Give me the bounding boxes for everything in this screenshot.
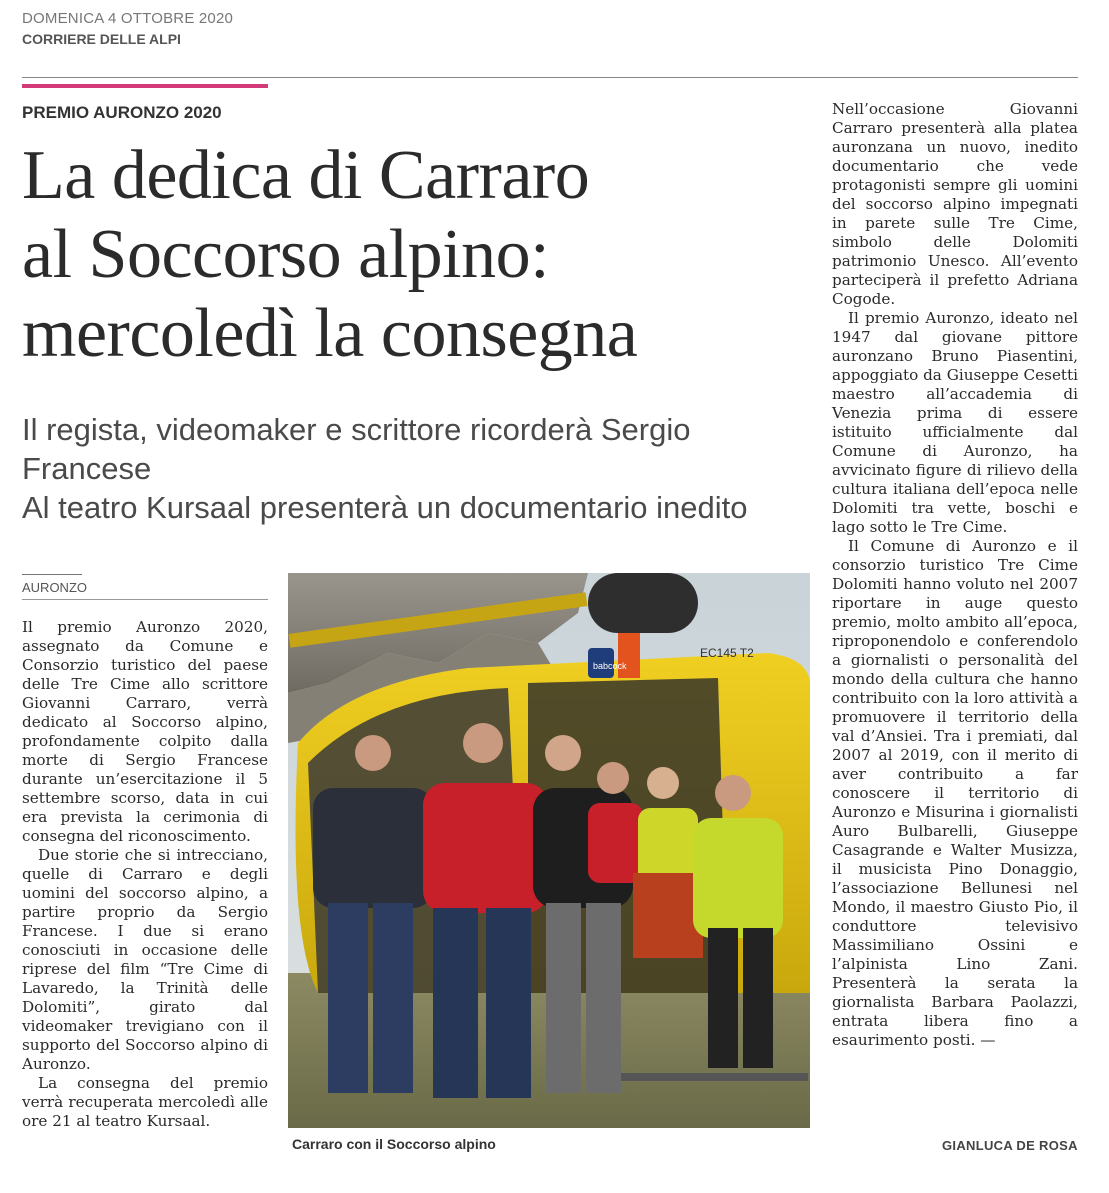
location-rule-top [22, 574, 82, 575]
kicker: PREMIO AURONZO 2020 [22, 103, 222, 122]
paragraph: Il Comune di Auronzo e il consorzio turistico Tre Cime Dolomiti hanno voluto nel 2007 riportare in auge questo premio, molto ambito all’epoca, riproponendolo e conferendolo a giornalisti o personalità del mondo della cultura che hanno contribuito con la loro attività a promuovere il territorio della val d’Ansiei. Tra i premiati, dal 2007 al 2019, con il merito di aver contribuito a far conoscere il territorio di Auronzo e Misurina i giornalisti Auro Bulbarelli, Giuseppe Casagrande e Walter Musizza, il musicista Pino Donaggio, l’associazione Bellunesi nel Mondo, il maestro Giusto Pio, il conduttore televisivo Massimiliano Ossini e l’alpinista Lino Zani. Presenterà la serata la giornalista Barbara Paolazzi, entrata libera fino a esaurimento posti. — [832, 537, 1078, 1049]
heli-brand: babcock [593, 661, 627, 671]
headline-line: La dedica di Carraro [22, 137, 590, 214]
paragraph: Il premio Auronzo 2020, assegnato da Comune e Consorzio turistico del paese delle Tre Cime allo scrittore Giovanni Carraro, verrà dedicato al Soccorso alpino, profondamente colpito dalla morte di Sergio Francese durante un’esercitazione il 5 settembre scorso, data in cui era prevista la cerimonia di consegna del riconoscimento. [22, 618, 268, 845]
heli-model: EC145 T2 [700, 646, 754, 660]
subhead-line: Al teatro Kursaal presenterà un documentario inedito [22, 490, 748, 525]
photo-helicopter-rescue-team [288, 573, 810, 1128]
right-column [832, 100, 1078, 1050]
photo-caption: Carraro con il Soccorso alpino [292, 1136, 496, 1152]
paragraph: Il premio Auronzo, ideato nel 1947 dal giovane pittore auronzano Bruno Piasentini, appoggiato da Giuseppe Cesetti maestro all’accademia di Venezia prima di essere istituito ufficialmente dal Comune di Auronzo, ha avvicinato figure di rilievo della cultura italiana dell’epoca nelle Dolomiti tra vette, boschi e lago sotto le Tre Cime. [832, 309, 1078, 536]
top-rule [22, 77, 1078, 78]
article-photo [288, 573, 810, 1128]
left-column [22, 618, 268, 1131]
headline-line: mercoledì la consegna [22, 295, 638, 372]
byline: GIANLUCA DE ROSA [942, 1138, 1078, 1153]
paragraph: La consegna del premio verrà recuperata mercoledì alle ore 21 al teatro Kursaal. [22, 1074, 268, 1130]
header-publication: CORRIERE DELLE ALPI [22, 31, 181, 47]
subhead [22, 410, 822, 527]
headline [22, 136, 822, 373]
location-tag: AURONZO [22, 580, 87, 595]
paragraph: Nell’occasione Giovanni Carraro presenterà alla platea auronzana un nuovo, inedito documentario che vede protagonisti sempre gli uomini del soccorso alpino impegnati in parete sulle Tre Cime, simbolo delle Dolomiti patrimonio Unesco. All’evento parteciperà il prefetto Adriana Cogode. [832, 100, 1078, 308]
accent-rule [22, 84, 268, 88]
paragraph: Due storie che si intrecciano, quelle di Carraro e degli uomini del soccorso alpino, a partire proprio da Sergio Francese. I due si erano conosciuti in occasione delle riprese del film “Tre Cime di Lavaredo, la Trinità delle Dolomiti”, girato dal videomaker trevigiano con il supporto del Soccorso alpino di Auronzo. [22, 846, 268, 1073]
subhead-line: Il regista, videomaker e scrittore ricorderà Sergio Francese [22, 412, 691, 486]
header-date: DOMENICA 4 OTTOBRE 2020 [22, 10, 234, 27]
location-rule-bottom [22, 599, 268, 600]
headline-line: al Soccorso alpino: [22, 216, 550, 293]
